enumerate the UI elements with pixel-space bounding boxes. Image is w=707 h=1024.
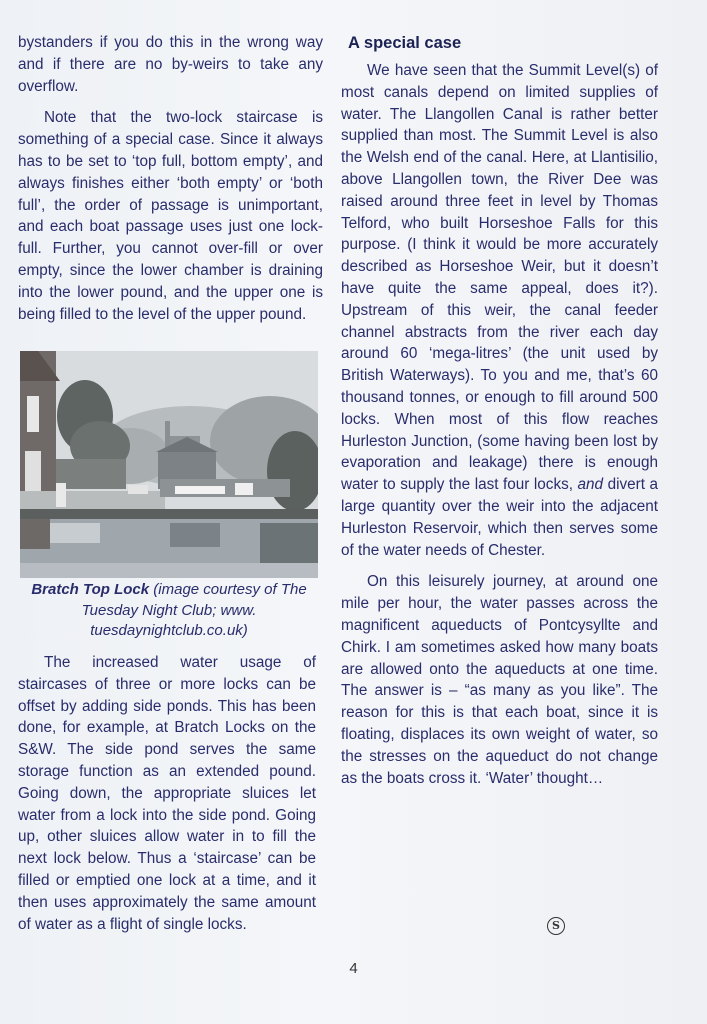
bratch-top-lock-photo — [20, 351, 318, 578]
left-paragraph-3: The increased water usage of staircases of three or more locks can be offset by adding side ponds. This has been done, for example, at Bratch Locks on the S&W. The side pond serves the same storage function as an extended pound. Going down, the appropriate sluices let water from a lock into the side pond. Going up, other sluices allow water in to fill the next lock below. Thus a ‘staircase’ can be filled or emptied one lock at a time, and it then uses approximately the same amount of water as a flight of single locks. — [18, 654, 316, 933]
caption-title: Bratch Top Lock — [31, 581, 150, 598]
photo-caption — [20, 580, 318, 642]
magazine-logo-icon: S — [547, 917, 565, 935]
section-heading: A special case — [348, 34, 462, 52]
left-paragraph-2: Note that the two-lock staircase is something of a special case. Since it always has to be set to ‘top full, bottom empty’, and always finishes either ‘both empty’ or ‘both full’, the order of passage is unimportant, and each boat passage uses just one lock-full. Further, you cannot over-fill or over empty, since the lower chamber is draining into the lower pound, and the upper one is being filled to the level of the upper pound. — [18, 109, 323, 323]
right-paragraph-1-emphasis: and — [577, 476, 604, 494]
caption-credit: (image courtesy of The Tuesday Night Club; www. tuesdaynightclub.co.uk) — [81, 581, 307, 639]
page-number: 4 — [349, 960, 358, 977]
right-paragraph-1-text: We have seen that the Summit Level(s) of most canals depend on limited supplies of water. The Llangollen Canal is rather better supplied than most. The Summit Level is also the Welsh end of the canal. Here, at Llantisilio, above Llangollen town, the River Dee was raised around three feet in level by Thomas Telford, who built Horseshoe Falls for this purpose. (I think it would be more accurately described as Horseshoe Weir, but it doesn’t have quite the same appeal, does it?). Upstream of this weir, the canal feeder channel abstracts from the river each day around 60 ‘mega-litres’ (the unit used by British Waterways). To you and me, that’s 60 thousand tonnes, or enough to fill around 500 locks. When most of this flow reaches Hurleston Junction, (some having been lost by evaporation and leakage) there is enough water to supply the last four locks, — [341, 62, 658, 494]
left-column-lower — [18, 652, 316, 935]
right-paragraph-1 — [341, 60, 658, 561]
right-paragraph-2: On this leisurely journey, at around one mile per hour, the water passes across the magnificent aqueducts of Pontcysyllte and Chirk. I am sometimes asked how many boats are allowed onto the aqueducts at one time. The answer is – “as many as you like”. The reason for this is that each boat, since it is floating, displaces its own weight of water, so the stresses on the aqueduct do not change as the boats cross it. ‘Water’ thought… — [341, 573, 658, 787]
left-paragraph-1: bystanders if you do this in the wrong way and if there are no by-weirs to take any overflow. — [18, 34, 323, 95]
right-paragraph-1-end: divert a large quantity over the weir into the adjacent Hurleston Reservoir, which then serves some of the water needs of Chester. — [341, 476, 658, 559]
right-column — [341, 32, 658, 789]
left-column — [18, 32, 323, 325]
